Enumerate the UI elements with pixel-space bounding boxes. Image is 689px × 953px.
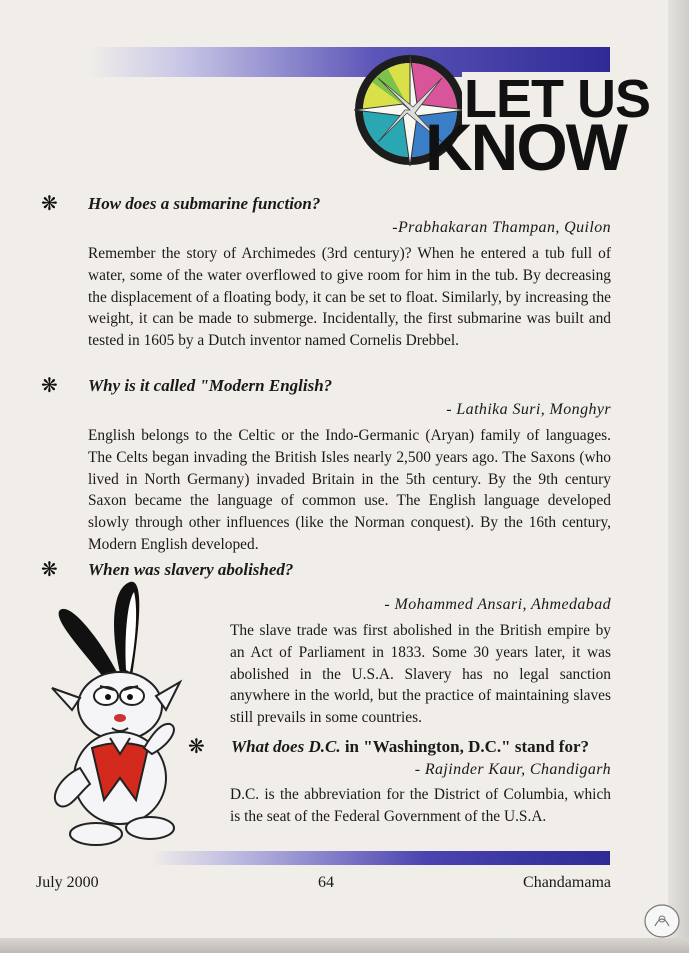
footer-date: July 2000 (36, 874, 99, 891)
footer-band (150, 851, 610, 865)
question-1: How does a submarine function? (88, 194, 321, 213)
magazine-name: Chandamama (523, 874, 611, 891)
credit-2: - Lathika Suri, Monghyr (446, 401, 611, 418)
answer-2: English belongs to the Celtic or the Indo-Germanic (Aryan) family of languages. The Celts began invading the British Isles nearly 2,500 years ago. The Saxons (who lived in North Germany) invaded Britain in the 5th century. By the 9th century Saxon became the language of common use. The English language developed slowly through other influences (like the Norman conquest). By the 16th century, Modern English developed. (88, 427, 611, 553)
page-number: 64 (318, 874, 334, 891)
page-edge (668, 0, 689, 953)
answer-1: Remember the story of Archimedes (3rd century)? When he entered a tub full of water, some of the water overflowed to give room for him in the tub. By decreasing the displacement of a floating body, it can be set to float. Similarly, by increasing the weight, it can be made to submerge. Incidentally, the first submarine was built and tested in 1605 by a Dutch inventor named Cornelis Drebbel. (88, 245, 611, 350)
credit-3: - Mohammed Ansari, Ahmedabad (384, 596, 611, 613)
logo-title-line1: LET US (464, 69, 651, 129)
watermark-logo-icon (643, 902, 681, 940)
credit-1: -Prabhakaran Thampan, Quilon (392, 219, 611, 236)
question-2: Why is it called "Modern English? (88, 376, 333, 395)
question-4 (231, 737, 589, 757)
answer-3: The slave trade was first abolished in the British empire by an Act of Parliament in 1833. Some 30 years later, it was abolished in the U.S.A. Slavery has no legal sanction anywhere in the world, but the practice of maintaining slaves still prevails in some countries. (230, 622, 611, 727)
question-4-part2: in "Washington, D.C." stand for? (340, 737, 590, 756)
bullet-icon: ❋ (41, 191, 58, 215)
logo-title-line2: KNOW (425, 110, 626, 184)
page-bottom-edge (0, 938, 689, 953)
bullet-icon: ❋ (41, 373, 58, 397)
bullet-icon: ❋ (41, 557, 58, 581)
credit-4: - Rajinder Kaur, Chandigarh (414, 761, 611, 778)
answer-4: D.C. is the abbreviation for the District of Columbia, which is the seat of the Federal Government of the U.S.A. (230, 786, 611, 825)
rabbit-illustration (40, 578, 210, 850)
question-4-part1: What does D.C. (231, 737, 341, 756)
question-3: When was slavery abolished? (88, 560, 294, 579)
bullet-icon: ❋ (188, 734, 205, 758)
